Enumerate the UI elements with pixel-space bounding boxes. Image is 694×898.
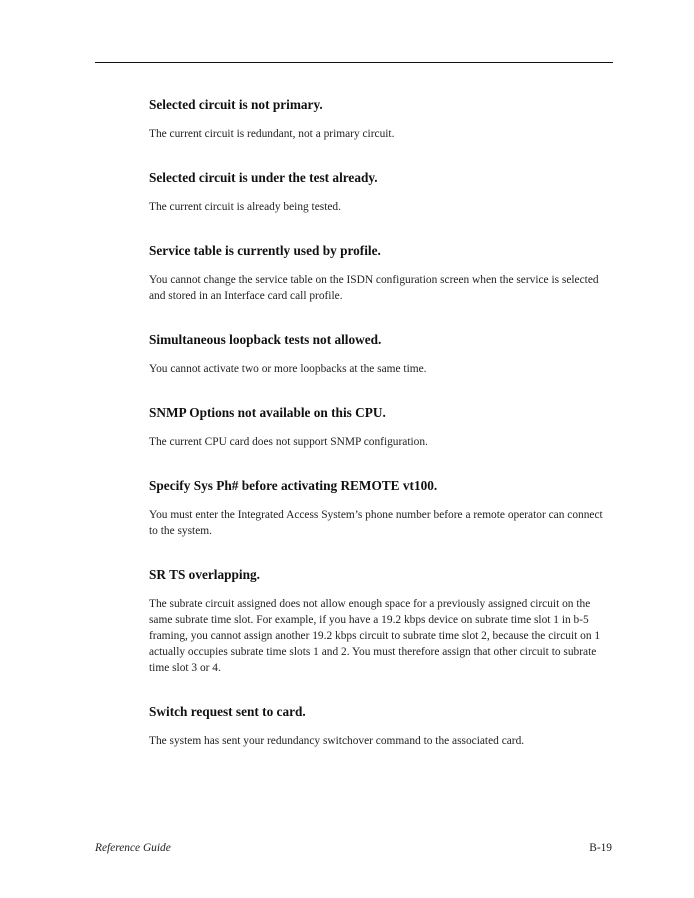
- message-description: The current CPU card does not support SNMP configuration.: [149, 436, 428, 448]
- message-description: You cannot activate two or more loopbacks at the same time.: [149, 363, 427, 375]
- message-list: [149, 97, 611, 777]
- message-title: SR TS overlapping.: [149, 567, 260, 582]
- message-description: The current circuit is redundant, not a primary circuit.: [149, 128, 395, 140]
- message-title: Service table is currently used by profile.: [149, 243, 381, 258]
- message-title: Specify Sys Ph# before activating REMOTE vt100.: [149, 478, 438, 493]
- message-description: The current circuit is already being tested.: [149, 201, 341, 213]
- message-description: The subrate circuit assigned does not allow enough space for a previously assigned circuit on the same subrate time slot. For example, if you have a 19.2 kbps device on subrate time slot 1 in b-5 framing, you cannot assign another 19.2 kbps circuit to subrate time slot 2, because the circuit on 1 actually occupies subrate time slots 1 and 2. You must therefore assign that other circuit to subrate time slot 3 or 4.: [149, 598, 601, 674]
- message-entry: [149, 332, 611, 377]
- footer-document-title: Reference Guide: [95, 842, 171, 854]
- message-entry: [149, 478, 611, 539]
- message-entry: [149, 567, 611, 676]
- message-description: You cannot change the service table on the ISDN configuration screen when the service is selected and stored in an Interface card call profile.: [149, 274, 599, 302]
- message-description: The system has sent your redundancy switchover command to the associated card.: [149, 735, 525, 747]
- message-title: Selected circuit is under the test already.: [149, 170, 378, 185]
- message-entry: [149, 97, 611, 142]
- message-title: SNMP Options not available on this CPU.: [149, 405, 386, 420]
- message-entry: [149, 405, 611, 450]
- footer-page-number: B-19: [589, 842, 612, 854]
- message-entry: [149, 170, 611, 215]
- header-rule: [95, 62, 613, 63]
- message-title: Selected circuit is not primary.: [149, 97, 323, 112]
- message-title: Simultaneous loopback tests not allowed.: [149, 332, 382, 347]
- message-description: You must enter the Integrated Access System’s phone number before a remote operator can connect to the system.: [149, 509, 603, 537]
- message-title: Switch request sent to card.: [149, 704, 306, 719]
- message-entry: [149, 243, 611, 304]
- message-entry: [149, 704, 611, 749]
